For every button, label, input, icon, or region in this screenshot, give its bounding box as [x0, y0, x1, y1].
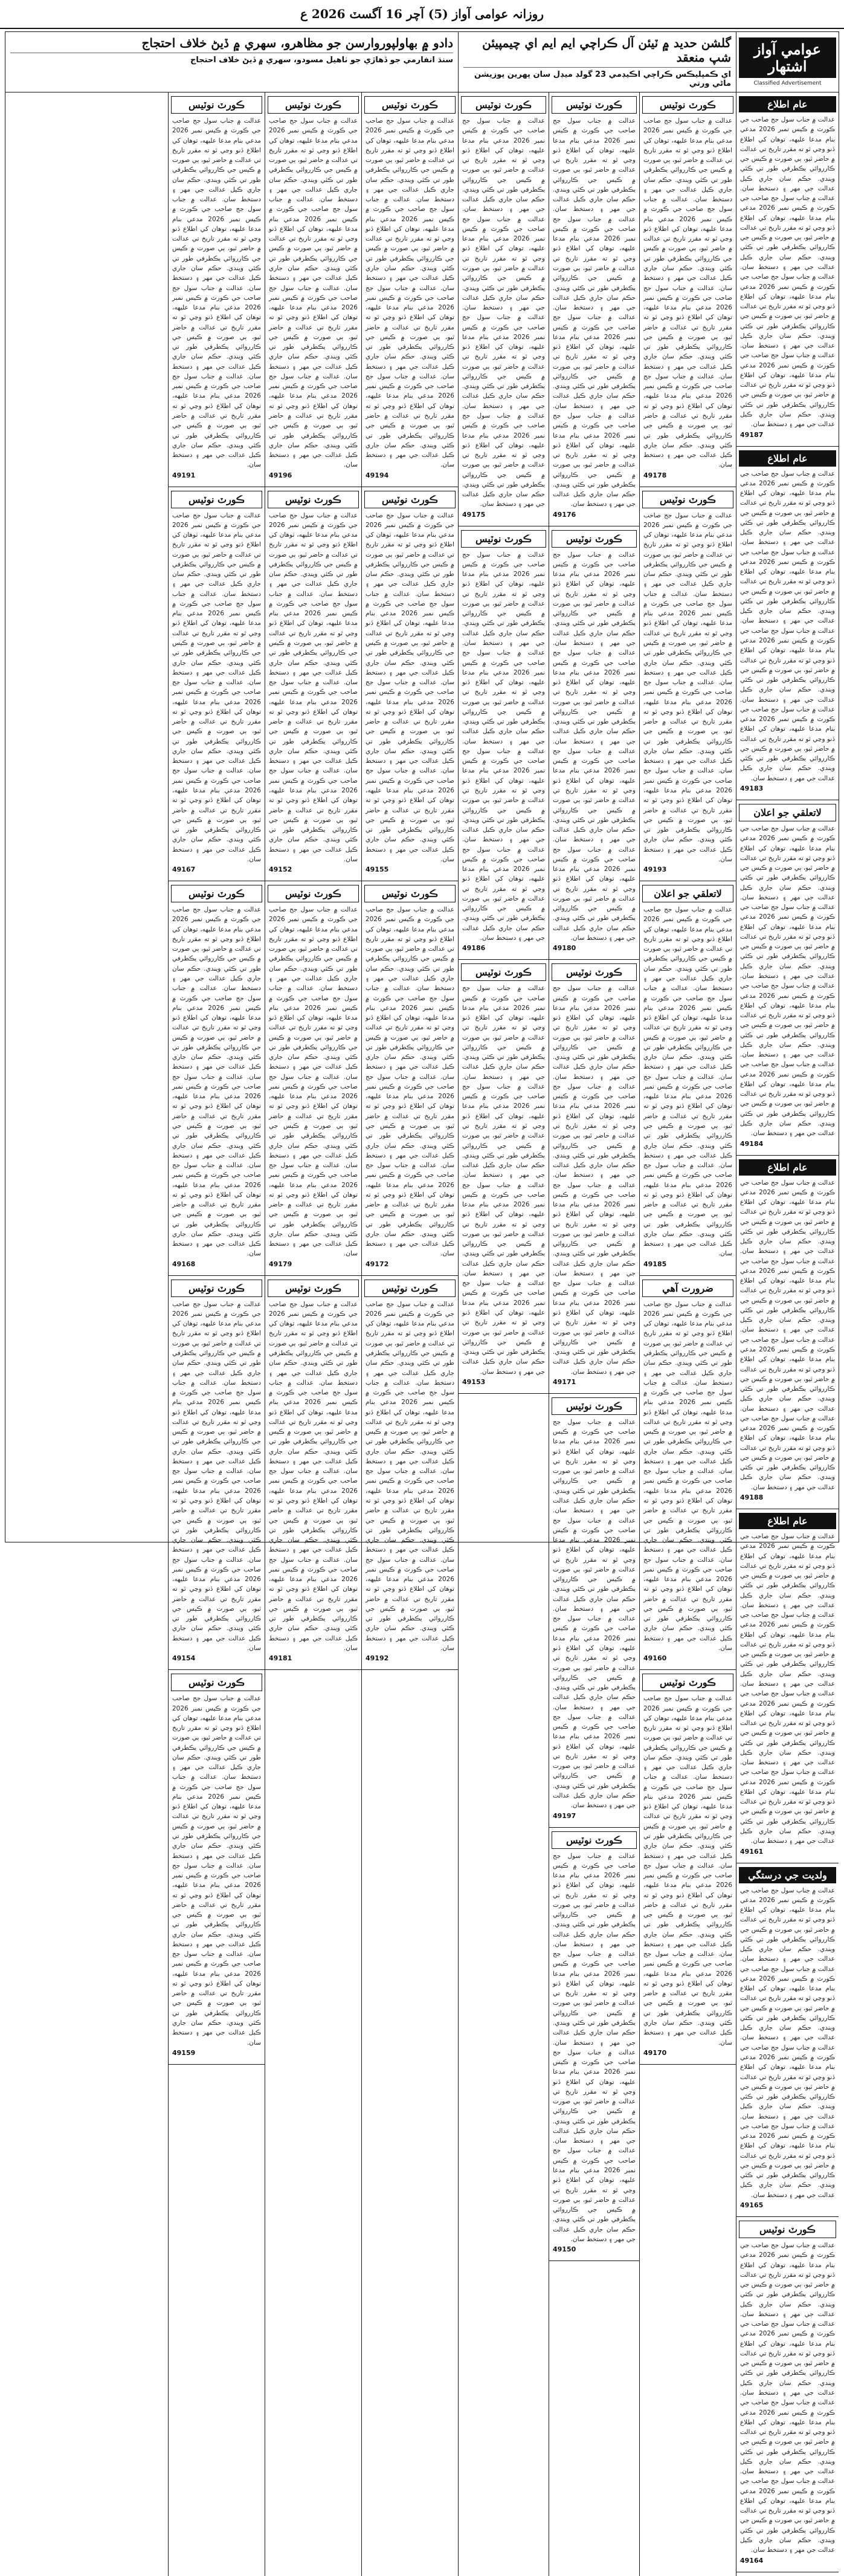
- notice-box: [736, 804, 839, 1156]
- notice-separator: [362, 1669, 458, 1670]
- notice-text: عدالت ۾ جناب سول جج صاحب جي ڪورٽ ۾ ڪيس نمبر 2026 مدعي بنام مدعا عليهه، توهان کي اطلاع ڏنو وڃي ٿو ته مقرر تاريخ تي عدالت ۾ حاضر ٿيو، ٻي صورت ۾ ڪيس جي ڪارروائي يڪطرفي طور تي ڪئي ويندي. حڪم سان جاري ڪيل عدالت جي مهر ۽ دستخط سان. عدالت ۾ جناب سول جج صاحب جي ڪورٽ ۾ ڪيس نمبر 2026 مدعي بنام مدعا عليهه، توهان کي اطلاع ڏنو وڃي ٿو ته مقرر تاريخ تي عدالت ۾ حاضر ٿيو، ٻي صورت ۾ ڪيس جي ڪارروائي يڪطرفي طور تي ڪئي ويندي. حڪم سان جاري ڪيل عدالت جي مهر ۽ دستخط سان. عدالت ۾ جناب سول جج صاحب جي ڪورٽ ۾ ڪيس نمبر 2026 مدعي بنام مدعا عليهه، توهان کي اطلاع ڏنو وڃي ٿو ته مقرر تاريخ تي عدالت ۾ حاضر ٿيو، ٻي صورت ۾ ڪيس جي ڪارروائي يڪطرفي طور تي ڪئي ويندي. حڪم سان جاري ڪيل عدالت جي مهر ۽ دستخط سان. عدالت ۾ جناب سول جج صاحب جي ڪورٽ ۾ ڪيس نمبر 2026 مدعي بنام مدعا عليهه، توهان کي اطلاع ڏنو وڃي ٿو ته مقرر تاريخ تي عدالت ۾ حاضر ٿيو، ٻي صورت ۾ ڪيس جي ڪارروائي يڪطرفي طور تي ڪئي ويندي. حڪم سان جاري ڪيل عدالت جي مهر ۽ دستخط سان.: [462, 117, 546, 508]
- notice-title: ڪورٽ نوٽيس: [642, 1674, 733, 1691]
- notice-text: عدالت ۾ جناب سول جج صاحب جي ڪورٽ ۾ ڪيس نمبر 2026 مدعي بنام مدعا عليهه، توهان کي اطلاع ڏنو وڃي ٿو ته مقرر تاريخ تي عدالت ۾ حاضر ٿيو، ٻي صورت ۾ ڪيس جي ڪارروائي يڪطرفي طور تي ڪئي ويندي. حڪم سان جاري ڪيل عدالت جي مهر ۽ دستخط سان. عدالت ۾ جناب سول جج صاحب جي ڪورٽ ۾ ڪيس نمبر 2026 مدعي بنام مدعا عليهه، توهان کي اطلاع ڏنو وڃي ٿو ته مقرر تاريخ تي عدالت ۾ حاضر ٿيو، ٻي صورت ۾ ڪيس جي ڪارروائي يڪطرفي طور تي ڪئي ويندي. حڪم سان جاري ڪيل عدالت جي مهر ۽ دستخط سان. عدالت ۾ جناب سول جج صاحب جي ڪورٽ ۾ ڪيس نمبر 2026 مدعي بنام مدعا عليهه، توهان کي اطلاع ڏنو وڃي ٿو ته مقرر تاريخ تي عدالت ۾ حاضر ٿيو، ٻي صورت ۾ ڪيس جي ڪارروائي يڪطرفي طور تي ڪئي ويندي. حڪم سان جاري ڪيل عدالت جي مهر ۽ دستخط سان. عدالت ۾ جناب سول جج صاحب جي ڪورٽ ۾ ڪيس نمبر 2026 مدعي بنام مدعا عليهه، توهان کي اطلاع ڏنو وڃي ٿو ته مقرر تاريخ تي عدالت ۾ حاضر ٿيو، ٻي صورت ۾ ڪيس جي ڪارروائي يڪطرفي طور تي ڪئي ويندي. حڪم سان جاري ڪيل عدالت جي مهر ۽ دستخط سان.: [553, 1418, 636, 1810]
- notice-box: [736, 1867, 839, 2218]
- notice-code: 49184: [740, 1139, 764, 1148]
- notice-box: [459, 963, 549, 1394]
- classified-column: [549, 92, 639, 2576]
- notice-text: عدالت ۾ جناب سول جج صاحب جي ڪورٽ ۾ ڪيس نمبر 2026 مدعي بنام مدعا عليهه، توهان کي اطلاع ڏنو وڃي ٿو ته مقرر تاريخ تي عدالت ۾ حاضر ٿيو، ٻي صورت ۾ ڪيس جي ڪارروائي يڪطرفي طور تي ڪئي ويندي. حڪم سان جاري ڪيل عدالت جي مهر ۽ دستخط سان. عدالت ۾ جناب سول جج صاحب جي ڪورٽ ۾ ڪيس نمبر 2026 مدعي بنام مدعا عليهه، توهان کي اطلاع ڏنو وڃي ٿو ته مقرر تاريخ تي عدالت ۾ حاضر ٿيو، ٻي صورت ۾ ڪيس جي ڪارروائي يڪطرفي طور تي ڪئي ويندي. حڪم سان جاري ڪيل عدالت جي مهر ۽ دستخط سان. عدالت ۾ جناب سول جج صاحب جي ڪورٽ ۾ ڪيس نمبر 2026 مدعي بنام مدعا عليهه، توهان کي اطلاع ڏنو وڃي ٿو ته مقرر تاريخ تي عدالت ۾ حاضر ٿيو، ٻي صورت ۾ ڪيس جي ڪارروائي يڪطرفي طور تي ڪئي ويندي. حڪم سان جاري ڪيل عدالت جي مهر ۽ دستخط سان. عدالت ۾ جناب سول جج صاحب جي ڪورٽ ۾ ڪيس نمبر 2026 مدعي بنام مدعا عليهه، توهان کي اطلاع ڏنو وڃي ٿو ته مقرر تاريخ تي عدالت ۾ حاضر ٿيو، ٻي صورت ۾ ڪيس جي ڪارروائي يڪطرفي طور تي ڪئي ويندي. حڪم سان جاري ڪيل عدالت جي مهر ۽ دستخط سان.: [553, 985, 636, 1376]
- notice-code: 49181: [269, 1654, 292, 1663]
- notice-text: عدالت ۾ جناب سول جج صاحب جي ڪورٽ ۾ ڪيس نمبر 2026 مدعي بنام مدعا عليهه، توهان کي اطلاع ڏنو وڃي ٿو ته مقرر تاريخ تي عدالت ۾ حاضر ٿيو، ٻي صورت ۾ ڪيس جي ڪارروائي يڪطرفي طور تي ڪئي ويندي. حڪم سان جاري ڪيل عدالت جي مهر ۽ دستخط سان. عدالت ۾ جناب سول جج صاحب جي ڪورٽ ۾ ڪيس نمبر 2026 مدعي بنام مدعا عليهه، توهان کي اطلاع ڏنو وڃي ٿو ته مقرر تاريخ تي عدالت ۾ حاضر ٿيو، ٻي صورت ۾ ڪيس جي ڪارروائي يڪطرفي طور تي ڪئي ويندي. حڪم سان جاري ڪيل عدالت جي مهر ۽ دستخط سان. عدالت ۾ جناب سول جج صاحب جي ڪورٽ ۾ ڪيس نمبر 2026 مدعي بنام مدعا عليهه، توهان کي اطلاع ڏنو وڃي ٿو ته مقرر تاريخ تي عدالت ۾ حاضر ٿيو، ٻي صورت ۾ ڪيس جي ڪارروائي يڪطرفي طور تي ڪئي ويندي. حڪم سان جاري ڪيل عدالت جي مهر ۽ دستخط سان. عدالت ۾ جناب سول جج صاحب جي ڪورٽ ۾ ڪيس نمبر 2026 مدعي بنام مدعا عليهه، توهان کي اطلاع ڏنو وڃي ٿو ته مقرر تاريخ تي عدالت ۾ حاضر ٿيو، ٻي صورت ۾ ڪيس جي ڪارروائي يڪطرفي طور تي ڪئي ويندي. حڪم سان جاري ڪيل عدالت جي مهر ۽ دستخط سان.: [366, 1300, 454, 1652]
- notice-text: عدالت ۾ جناب سول جج صاحب جي ڪورٽ ۾ ڪيس نمبر 2026 مدعي بنام مدعا عليهه، توهان کي اطلاع ڏنو وڃي ٿو ته مقرر تاريخ تي عدالت ۾ حاضر ٿيو، ٻي صورت ۾ ڪيس جي ڪارروائي يڪطرفي طور تي ڪئي ويندي. حڪم سان جاري ڪيل عدالت جي مهر ۽ دستخط سان. عدالت ۾ جناب سول جج صاحب جي ڪورٽ ۾ ڪيس نمبر 2026 مدعي بنام مدعا عليهه، توهان کي اطلاع ڏنو وڃي ٿو ته مقرر تاريخ تي عدالت ۾ حاضر ٿيو، ٻي صورت ۾ ڪيس جي ڪارروائي يڪطرفي طور تي ڪئي ويندي. حڪم سان جاري ڪيل عدالت جي مهر ۽ دستخط سان. عدالت ۾ جناب سول جج صاحب جي ڪورٽ ۾ ڪيس نمبر 2026 مدعي بنام مدعا عليهه، توهان کي اطلاع ڏنو وڃي ٿو ته مقرر تاريخ تي عدالت ۾ حاضر ٿيو، ٻي صورت ۾ ڪيس جي ڪارروائي يڪطرفي طور تي ڪئي ويندي. حڪم سان جاري ڪيل عدالت جي مهر ۽ دستخط سان. عدالت ۾ جناب سول جج صاحب جي ڪورٽ ۾ ڪيس نمبر 2026 مدعي بنام مدعا عليهه، توهان کي اطلاع ڏنو وڃي ٿو ته مقرر تاريخ تي عدالت ۾ حاضر ٿيو، ٻي صورت ۾ ڪيس جي ڪارروائي يڪطرفي طور تي ڪئي ويندي. حڪم سان جاري ڪيل عدالت جي مهر ۽ دستخط سان.: [172, 906, 261, 1258]
- notice-separator: [549, 1827, 639, 1828]
- notice-title: ولديت جي درستگي: [739, 1867, 836, 1883]
- notice-box: [549, 530, 639, 960]
- notice-box: [549, 963, 639, 1394]
- notice-text: عدالت ۾ جناب سول جج صاحب جي ڪورٽ ۾ ڪيس نمبر 2026 مدعي بنام مدعا عليهه، توهان کي اطلاع ڏنو وڃي ٿو ته مقرر تاريخ تي عدالت ۾ حاضر ٿيو، ٻي صورت ۾ ڪيس جي ڪارروائي يڪطرفي طور تي ڪئي ويندي. حڪم سان جاري ڪيل عدالت جي مهر ۽ دستخط سان. عدالت ۾ جناب سول جج صاحب جي ڪورٽ ۾ ڪيس نمبر 2026 مدعي بنام مدعا عليهه، توهان کي اطلاع ڏنو وڃي ٿو ته مقرر تاريخ تي عدالت ۾ حاضر ٿيو، ٻي صورت ۾ ڪيس جي ڪارروائي يڪطرفي طور تي ڪئي ويندي. حڪم سان جاري ڪيل عدالت جي مهر ۽ دستخط سان. عدالت ۾ جناب سول جج صاحب جي ڪورٽ ۾ ڪيس نمبر 2026 مدعي بنام مدعا عليهه، توهان کي اطلاع ڏنو وڃي ٿو ته مقرر تاريخ تي عدالت ۾ حاضر ٿيو، ٻي صورت ۾ ڪيس جي ڪارروائي يڪطرفي طور تي ڪئي ويندي. حڪم سان جاري ڪيل عدالت جي مهر ۽ دستخط سان. عدالت ۾ جناب سول جج صاحب جي ڪورٽ ۾ ڪيس نمبر 2026 مدعي بنام مدعا عليهه، توهان کي اطلاع ڏنو وڃي ٿو ته مقرر تاريخ تي عدالت ۾ حاضر ٿيو، ٻي صورت ۾ ڪيس جي ڪارروائي يڪطرفي طور تي ڪئي ويندي. حڪم سان جاري ڪيل عدالت جي مهر ۽ دستخط سان.: [740, 470, 835, 782]
- notice-title: لاتعلقي جو اعلان: [642, 885, 733, 902]
- notice-text: عدالت ۾ جناب سول جج صاحب جي ڪورٽ ۾ ڪيس نمبر 2026 مدعي بنام مدعا عليهه، توهان کي اطلاع ڏنو وڃي ٿو ته مقرر تاريخ تي عدالت ۾ حاضر ٿيو، ٻي صورت ۾ ڪيس جي ڪارروائي يڪطرفي طور تي ڪئي ويندي. حڪم سان جاري ڪيل عدالت جي مهر ۽ دستخط سان. عدالت ۾ جناب سول جج صاحب جي ڪورٽ ۾ ڪيس نمبر 2026 مدعي بنام مدعا عليهه، توهان کي اطلاع ڏنو وڃي ٿو ته مقرر تاريخ تي عدالت ۾ حاضر ٿيو، ٻي صورت ۾ ڪيس جي ڪارروائي يڪطرفي طور تي ڪئي ويندي. حڪم سان جاري ڪيل عدالت جي مهر ۽ دستخط سان. عدالت ۾ جناب سول جج صاحب جي ڪورٽ ۾ ڪيس نمبر 2026 مدعي بنام مدعا عليهه، توهان کي اطلاع ڏنو وڃي ٿو ته مقرر تاريخ تي عدالت ۾ حاضر ٿيو، ٻي صورت ۾ ڪيس جي ڪارروائي يڪطرفي طور تي ڪئي ويندي. حڪم سان جاري ڪيل عدالت جي مهر ۽ دستخط سان. عدالت ۾ جناب سول جج صاحب جي ڪورٽ ۾ ڪيس نمبر 2026 مدعي بنام مدعا عليهه، توهان کي اطلاع ڏنو وڃي ٿو ته مقرر تاريخ تي عدالت ۾ حاضر ٿيو، ٻي صورت ۾ ڪيس جي ڪارروائي يڪطرفي طور تي ڪئي ويندي. حڪم سان جاري ڪيل عدالت جي مهر ۽ دستخط سان.: [172, 117, 261, 469]
- notice-separator: [736, 2216, 839, 2217]
- notice-separator: [640, 1669, 736, 1670]
- headline-2: گلشن حديد ۾ ٽيئن آل ڪراچي ايم ايم اي چيمپيئن شپ منعقد: [463, 36, 731, 68]
- notice-title: ڪورٽ نوٽيس: [171, 96, 262, 114]
- notice-box: [169, 1674, 265, 2065]
- notice-text: عدالت ۾ جناب سول جج صاحب جي ڪورٽ ۾ ڪيس نمبر 2026 مدعي بنام مدعا عليهه، توهان کي اطلاع ڏنو وڃي ٿو ته مقرر تاريخ تي عدالت ۾ حاضر ٿيو، ٻي صورت ۾ ڪيس جي ڪارروائي يڪطرفي طور تي ڪئي ويندي. حڪم سان جاري ڪيل عدالت جي مهر ۽ دستخط سان. عدالت ۾ جناب سول جج صاحب جي ڪورٽ ۾ ڪيس نمبر 2026 مدعي بنام مدعا عليهه، توهان کي اطلاع ڏنو وڃي ٿو ته مقرر تاريخ تي عدالت ۾ حاضر ٿيو، ٻي صورت ۾ ڪيس جي ڪارروائي يڪطرفي طور تي ڪئي ويندي. حڪم سان جاري ڪيل عدالت جي مهر ۽ دستخط سان. عدالت ۾ جناب سول جج صاحب جي ڪورٽ ۾ ڪيس نمبر 2026 مدعي بنام مدعا عليهه، توهان کي اطلاع ڏنو وڃي ٿو ته مقرر تاريخ تي عدالت ۾ حاضر ٿيو، ٻي صورت ۾ ڪيس جي ڪارروائي يڪطرفي طور تي ڪئي ويندي. حڪم سان جاري ڪيل عدالت جي مهر ۽ دستخط سان. عدالت ۾ جناب سول جج صاحب جي ڪورٽ ۾ ڪيس نمبر 2026 مدعي بنام مدعا عليهه، توهان کي اطلاع ڏنو وڃي ٿو ته مقرر تاريخ تي عدالت ۾ حاضر ٿيو، ٻي صورت ۾ ڪيس جي ڪارروائي يڪطرفي طور تي ڪئي ويندي. حڪم سان جاري ڪيل عدالت جي مهر ۽ دستخط سان.: [269, 117, 358, 469]
- notice-text: عدالت ۾ جناب سول جج صاحب جي ڪورٽ ۾ ڪيس نمبر 2026 مدعي بنام مدعا عليهه، توهان کي اطلاع ڏنو وڃي ٿو ته مقرر تاريخ تي عدالت ۾ حاضر ٿيو، ٻي صورت ۾ ڪيس جي ڪارروائي يڪطرفي طور تي ڪئي ويندي. حڪم سان جاري ڪيل عدالت جي مهر ۽ دستخط سان. عدالت ۾ جناب سول جج صاحب جي ڪورٽ ۾ ڪيس نمبر 2026 مدعي بنام مدعا عليهه، توهان کي اطلاع ڏنو وڃي ٿو ته مقرر تاريخ تي عدالت ۾ حاضر ٿيو، ٻي صورت ۾ ڪيس جي ڪارروائي يڪطرفي طور تي ڪئي ويندي. حڪم سان جاري ڪيل عدالت جي مهر ۽ دستخط سان. عدالت ۾ جناب سول جج صاحب جي ڪورٽ ۾ ڪيس نمبر 2026 مدعي بنام مدعا عليهه، توهان کي اطلاع ڏنو وڃي ٿو ته مقرر تاريخ تي عدالت ۾ حاضر ٿيو، ٻي صورت ۾ ڪيس جي ڪارروائي يڪطرفي طور تي ڪئي ويندي. حڪم سان جاري ڪيل عدالت جي مهر ۽ دستخط سان. عدالت ۾ جناب سول جج صاحب جي ڪورٽ ۾ ڪيس نمبر 2026 مدعي بنام مدعا عليهه، توهان کي اطلاع ڏنو وڃي ٿو ته مقرر تاريخ تي عدالت ۾ حاضر ٿيو، ٻي صورت ۾ ڪيس جي ڪارروائي يڪطرفي طور تي ڪئي ويندي. حڪم سان جاري ڪيل عدالت جي مهر ۽ دستخط سان.: [269, 1300, 358, 1652]
- notice-separator: [265, 1669, 361, 1670]
- notice-code: 49186: [462, 944, 486, 953]
- top-notice-area: [458, 32, 736, 92]
- notice-code: 49193: [643, 866, 667, 874]
- notice-title: ضرورت آهي: [642, 1280, 733, 1297]
- notice-title: ڪورٽ نوٽيس: [552, 1831, 637, 1849]
- notice-code: 49179: [269, 1260, 292, 1268]
- notice-text: عدالت ۾ جناب سول جج صاحب جي ڪورٽ ۾ ڪيس نمبر 2026 مدعي بنام مدعا عليهه، توهان کي اطلاع ڏنو وڃي ٿو ته مقرر تاريخ تي عدالت ۾ حاضر ٿيو، ٻي صورت ۾ ڪيس جي ڪارروائي يڪطرفي طور تي ڪئي ويندي. حڪم سان جاري ڪيل عدالت جي مهر ۽ دستخط سان. عدالت ۾ جناب سول جج صاحب جي ڪورٽ ۾ ڪيس نمبر 2026 مدعي بنام مدعا عليهه، توهان کي اطلاع ڏنو وڃي ٿو ته مقرر تاريخ تي عدالت ۾ حاضر ٿيو، ٻي صورت ۾ ڪيس جي ڪارروائي يڪطرفي طور تي ڪئي ويندي. حڪم سان جاري ڪيل عدالت جي مهر ۽ دستخط سان. عدالت ۾ جناب سول جج صاحب جي ڪورٽ ۾ ڪيس نمبر 2026 مدعي بنام مدعا عليهه، توهان کي اطلاع ڏنو وڃي ٿو ته مقرر تاريخ تي عدالت ۾ حاضر ٿيو، ٻي صورت ۾ ڪيس جي ڪارروائي يڪطرفي طور تي ڪئي ويندي. حڪم سان جاري ڪيل عدالت جي مهر ۽ دستخط سان. عدالت ۾ جناب سول جج صاحب جي ڪورٽ ۾ ڪيس نمبر 2026 مدعي بنام مدعا عليهه، توهان کي اطلاع ڏنو وڃي ٿو ته مقرر تاريخ تي عدالت ۾ حاضر ٿيو، ٻي صورت ۾ ڪيس جي ڪارروائي يڪطرفي طور تي ڪئي ويندي. حڪم سان جاري ڪيل عدالت جي مهر ۽ دستخط سان.: [740, 116, 835, 429]
- notice-title: ڪورٽ نوٽيس: [552, 1397, 637, 1415]
- notice-code: 49176: [553, 510, 576, 519]
- notice-text: عدالت ۾ جناب سول جج صاحب جي ڪورٽ ۾ ڪيس نمبر 2026 مدعي بنام مدعا عليهه، توهان کي اطلاع ڏنو وڃي ٿو ته مقرر تاريخ تي عدالت ۾ حاضر ٿيو، ٻي صورت ۾ ڪيس جي ڪارروائي يڪطرفي طور تي ڪئي ويندي. حڪم سان جاري ڪيل عدالت جي مهر ۽ دستخط سان. عدالت ۾ جناب سول جج صاحب جي ڪورٽ ۾ ڪيس نمبر 2026 مدعي بنام مدعا عليهه، توهان کي اطلاع ڏنو وڃي ٿو ته مقرر تاريخ تي عدالت ۾ حاضر ٿيو، ٻي صورت ۾ ڪيس جي ڪارروائي يڪطرفي طور تي ڪئي ويندي. حڪم سان جاري ڪيل عدالت جي مهر ۽ دستخط سان. عدالت ۾ جناب سول جج صاحب جي ڪورٽ ۾ ڪيس نمبر 2026 مدعي بنام مدعا عليهه، توهان کي اطلاع ڏنو وڃي ٿو ته مقرر تاريخ تي عدالت ۾ حاضر ٿيو، ٻي صورت ۾ ڪيس جي ڪارروائي يڪطرفي طور تي ڪئي ويندي. حڪم سان جاري ڪيل عدالت جي مهر ۽ دستخط سان. عدالت ۾ جناب سول جج صاحب جي ڪورٽ ۾ ڪيس نمبر 2026 مدعي بنام مدعا عليهه، توهان کي اطلاع ڏنو وڃي ٿو ته مقرر تاريخ تي عدالت ۾ حاضر ٿيو، ٻي صورت ۾ ڪيس جي ڪارروائي يڪطرفي طور تي ڪئي ويندي. حڪم سان جاري ڪيل عدالت جي مهر ۽ دستخط سان.: [643, 1695, 732, 2047]
- notice-separator: [169, 2064, 265, 2065]
- notice-title: ڪورٽ نوٽيس: [739, 2221, 836, 2238]
- notice-title: عام اطلاع: [739, 450, 836, 467]
- notice-title: لاتعلقي جو اعلان: [739, 804, 836, 821]
- notice-code: 49192: [366, 1654, 389, 1663]
- notice-code: 49170: [643, 2048, 667, 2057]
- notice-box: [362, 96, 458, 487]
- notice-text: عدالت ۾ جناب سول جج صاحب جي ڪورٽ ۾ ڪيس نمبر 2026 مدعي بنام مدعا عليهه، توهان کي اطلاع ڏنو وڃي ٿو ته مقرر تاريخ تي عدالت ۾ حاضر ٿيو، ٻي صورت ۾ ڪيس جي ڪارروائي يڪطرفي طور تي ڪئي ويندي. حڪم سان جاري ڪيل عدالت جي مهر ۽ دستخط سان. عدالت ۾ جناب سول جج صاحب جي ڪورٽ ۾ ڪيس نمبر 2026 مدعي بنام مدعا عليهه، توهان کي اطلاع ڏنو وڃي ٿو ته مقرر تاريخ تي عدالت ۾ حاضر ٿيو، ٻي صورت ۾ ڪيس جي ڪارروائي يڪطرفي طور تي ڪئي ويندي. حڪم سان جاري ڪيل عدالت جي مهر ۽ دستخط سان. عدالت ۾ جناب سول جج صاحب جي ڪورٽ ۾ ڪيس نمبر 2026 مدعي بنام مدعا عليهه، توهان کي اطلاع ڏنو وڃي ٿو ته مقرر تاريخ تي عدالت ۾ حاضر ٿيو، ٻي صورت ۾ ڪيس جي ڪارروائي يڪطرفي طور تي ڪئي ويندي. حڪم سان جاري ڪيل عدالت جي مهر ۽ دستخط سان. عدالت ۾ جناب سول جج صاحب جي ڪورٽ ۾ ڪيس نمبر 2026 مدعي بنام مدعا عليهه، توهان کي اطلاع ڏنو وڃي ٿو ته مقرر تاريخ تي عدالت ۾ حاضر ٿيو، ٻي صورت ۾ ڪيس جي ڪارروائي يڪطرفي طور تي ڪئي ويندي. حڪم سان جاري ڪيل عدالت جي مهر ۽ دستخط سان.: [172, 511, 261, 863]
- notice-title: ڪورٽ نوٽيس: [642, 96, 733, 114]
- notice-separator: [459, 1393, 549, 1394]
- notice-title: ڪورٽ نوٽيس: [461, 96, 546, 114]
- notice-title: عام اطلاع: [739, 1159, 836, 1176]
- notice-box: [640, 885, 736, 1276]
- notice-box: [169, 885, 265, 1276]
- notice-box: [265, 491, 361, 882]
- brand-name: عوامي آواز: [753, 40, 822, 58]
- notice-code: 49172: [366, 1260, 389, 1268]
- notice-title: ڪورٽ نوٽيس: [364, 491, 456, 508]
- notice-box: [169, 491, 265, 882]
- notice-separator: [169, 1669, 265, 1670]
- notice-title: عام اطلاع: [739, 1513, 836, 1529]
- notice-separator: [736, 446, 839, 447]
- notice-text: عدالت ۾ جناب سول جج صاحب جي ڪورٽ ۾ ڪيس نمبر 2026 مدعي بنام مدعا عليهه، توهان کي اطلاع ڏنو وڃي ٿو ته مقرر تاريخ تي عدالت ۾ حاضر ٿيو، ٻي صورت ۾ ڪيس جي ڪارروائي يڪطرفي طور تي ڪئي ويندي. حڪم سان جاري ڪيل عدالت جي مهر ۽ دستخط سان. عدالت ۾ جناب سول جج صاحب جي ڪورٽ ۾ ڪيس نمبر 2026 مدعي بنام مدعا عليهه، توهان کي اطلاع ڏنو وڃي ٿو ته مقرر تاريخ تي عدالت ۾ حاضر ٿيو، ٻي صورت ۾ ڪيس جي ڪارروائي يڪطرفي طور تي ڪئي ويندي. حڪم سان جاري ڪيل عدالت جي مهر ۽ دستخط سان. عدالت ۾ جناب سول جج صاحب جي ڪورٽ ۾ ڪيس نمبر 2026 مدعي بنام مدعا عليهه، توهان کي اطلاع ڏنو وڃي ٿو ته مقرر تاريخ تي عدالت ۾ حاضر ٿيو، ٻي صورت ۾ ڪيس جي ڪارروائي يڪطرفي طور تي ڪئي ويندي. حڪم سان جاري ڪيل عدالت جي مهر ۽ دستخط سان. عدالت ۾ جناب سول جج صاحب جي ڪورٽ ۾ ڪيس نمبر 2026 مدعي بنام مدعا عليهه، توهان کي اطلاع ڏنو وڃي ٿو ته مقرر تاريخ تي عدالت ۾ حاضر ٿيو، ٻي صورت ۾ ڪيس جي ڪارروائي يڪطرفي طور تي ڪئي ويندي. حڪم سان جاري ڪيل عدالت جي مهر ۽ دستخط سان.: [366, 511, 454, 863]
- notice-code: 49168: [172, 1260, 196, 1268]
- notice-title: ڪورٽ نوٽيس: [364, 885, 456, 902]
- brand-logo: [739, 37, 836, 78]
- notice-box: [459, 96, 549, 526]
- notice-title: ڪورٽ نوٽيس: [171, 1674, 262, 1691]
- notice-code: 49197: [553, 1811, 576, 1820]
- notice-code: 49165: [740, 2201, 764, 2209]
- notice-text: عدالت ۾ جناب سول جج صاحب جي ڪورٽ ۾ ڪيس نمبر 2026 مدعي بنام مدعا عليهه، توهان کي اطلاع ڏنو وڃي ٿو ته مقرر تاريخ تي عدالت ۾ حاضر ٿيو، ٻي صورت ۾ ڪيس جي ڪارروائي يڪطرفي طور تي ڪئي ويندي. حڪم سان جاري ڪيل عدالت جي مهر ۽ دستخط سان. عدالت ۾ جناب سول جج صاحب جي ڪورٽ ۾ ڪيس نمبر 2026 مدعي بنام مدعا عليهه، توهان کي اطلاع ڏنو وڃي ٿو ته مقرر تاريخ تي عدالت ۾ حاضر ٿيو، ٻي صورت ۾ ڪيس جي ڪارروائي يڪطرفي طور تي ڪئي ويندي. حڪم سان جاري ڪيل عدالت جي مهر ۽ دستخط سان. عدالت ۾ جناب سول جج صاحب جي ڪورٽ ۾ ڪيس نمبر 2026 مدعي بنام مدعا عليهه، توهان کي اطلاع ڏنو وڃي ٿو ته مقرر تاريخ تي عدالت ۾ حاضر ٿيو، ٻي صورت ۾ ڪيس جي ڪارروائي يڪطرفي طور تي ڪئي ويندي. حڪم سان جاري ڪيل عدالت جي مهر ۽ دستخط سان. عدالت ۾ جناب سول جج صاحب جي ڪورٽ ۾ ڪيس نمبر 2026 مدعي بنام مدعا عليهه، توهان کي اطلاع ڏنو وڃي ٿو ته مقرر تاريخ تي عدالت ۾ حاضر ٿيو، ٻي صورت ۾ ڪيس جي ڪارروائي يڪطرفي طور تي ڪئي ويندي. حڪم سان جاري ڪيل عدالت جي مهر ۽ دستخط سان.: [172, 1300, 261, 1652]
- notice-text: عدالت ۾ جناب سول جج صاحب جي ڪورٽ ۾ ڪيس نمبر 2026 مدعي بنام مدعا عليهه، توهان کي اطلاع ڏنو وڃي ٿو ته مقرر تاريخ تي عدالت ۾ حاضر ٿيو، ٻي صورت ۾ ڪيس جي ڪارروائي يڪطرفي طور تي ڪئي ويندي. حڪم سان جاري ڪيل عدالت جي مهر ۽ دستخط سان. عدالت ۾ جناب سول جج صاحب جي ڪورٽ ۾ ڪيس نمبر 2026 مدعي بنام مدعا عليهه، توهان کي اطلاع ڏنو وڃي ٿو ته مقرر تاريخ تي عدالت ۾ حاضر ٿيو، ٻي صورت ۾ ڪيس جي ڪارروائي يڪطرفي طور تي ڪئي ويندي. حڪم سان جاري ڪيل عدالت جي مهر ۽ دستخط سان. عدالت ۾ جناب سول جج صاحب جي ڪورٽ ۾ ڪيس نمبر 2026 مدعي بنام مدعا عليهه، توهان کي اطلاع ڏنو وڃي ٿو ته مقرر تاريخ تي عدالت ۾ حاضر ٿيو، ٻي صورت ۾ ڪيس جي ڪارروائي يڪطرفي طور تي ڪئي ويندي. حڪم سان جاري ڪيل عدالت جي مهر ۽ دستخط سان. عدالت ۾ جناب سول جج صاحب جي ڪورٽ ۾ ڪيس نمبر 2026 مدعي بنام مدعا عليهه، توهان کي اطلاع ڏنو وڃي ٿو ته مقرر تاريخ تي عدالت ۾ حاضر ٿيو، ٻي صورت ۾ ڪيس جي ڪارروائي يڪطرفي طور تي ڪئي ويندي. حڪم سان جاري ڪيل عدالت جي مهر ۽ دستخط سان.: [643, 906, 732, 1258]
- notice-code: 49155: [366, 866, 389, 874]
- notice-box: [736, 1159, 839, 1510]
- notice-title: ڪورٽ نوٽيس: [171, 1280, 262, 1297]
- notice-text: عدالت ۾ جناب سول جج صاحب جي ڪورٽ ۾ ڪيس نمبر 2026 مدعي بنام مدعا عليهه، توهان کي اطلاع ڏنو وڃي ٿو ته مقرر تاريخ تي عدالت ۾ حاضر ٿيو، ٻي صورت ۾ ڪيس جي ڪارروائي يڪطرفي طور تي ڪئي ويندي. حڪم سان جاري ڪيل عدالت جي مهر ۽ دستخط سان. عدالت ۾ جناب سول جج صاحب جي ڪورٽ ۾ ڪيس نمبر 2026 مدعي بنام مدعا عليهه، توهان کي اطلاع ڏنو وڃي ٿو ته مقرر تاريخ تي عدالت ۾ حاضر ٿيو، ٻي صورت ۾ ڪيس جي ڪارروائي يڪطرفي طور تي ڪئي ويندي. حڪم سان جاري ڪيل عدالت جي مهر ۽ دستخط سان. عدالت ۾ جناب سول جج صاحب جي ڪورٽ ۾ ڪيس نمبر 2026 مدعي بنام مدعا عليهه، توهان کي اطلاع ڏنو وڃي ٿو ته مقرر تاريخ تي عدالت ۾ حاضر ٿيو، ٻي صورت ۾ ڪيس جي ڪارروائي يڪطرفي طور تي ڪئي ويندي. حڪم سان جاري ڪيل عدالت جي مهر ۽ دستخط سان. عدالت ۾ جناب سول جج صاحب جي ڪورٽ ۾ ڪيس نمبر 2026 مدعي بنام مدعا عليهه، توهان کي اطلاع ڏنو وڃي ٿو ته مقرر تاريخ تي عدالت ۾ حاضر ٿيو، ٻي صورت ۾ ڪيس جي ڪارروائي يڪطرفي طور تي ڪئي ويندي. حڪم سان جاري ڪيل عدالت جي مهر ۽ دستخط سان.: [172, 1695, 261, 2047]
- notice-title: ڪورٽ نوٽيس: [461, 530, 546, 548]
- notice-separator: [736, 1155, 839, 1156]
- notice-code: 49152: [269, 866, 292, 874]
- notice-code: 49153: [462, 1377, 486, 1386]
- notice-title: عام اطلاع: [739, 96, 836, 112]
- notice-title: ڪورٽ نوٽيس: [552, 96, 637, 114]
- notice-text: عدالت ۾ جناب سول جج صاحب جي ڪورٽ ۾ ڪيس نمبر 2026 مدعي بنام مدعا عليهه، توهان کي اطلاع ڏنو وڃي ٿو ته مقرر تاريخ تي عدالت ۾ حاضر ٿيو، ٻي صورت ۾ ڪيس جي ڪارروائي يڪطرفي طور تي ڪئي ويندي. حڪم سان جاري ڪيل عدالت جي مهر ۽ دستخط سان. عدالت ۾ جناب سول جج صاحب جي ڪورٽ ۾ ڪيس نمبر 2026 مدعي بنام مدعا عليهه، توهان کي اطلاع ڏنو وڃي ٿو ته مقرر تاريخ تي عدالت ۾ حاضر ٿيو، ٻي صورت ۾ ڪيس جي ڪارروائي يڪطرفي طور تي ڪئي ويندي. حڪم سان جاري ڪيل عدالت جي مهر ۽ دستخط سان. عدالت ۾ جناب سول جج صاحب جي ڪورٽ ۾ ڪيس نمبر 2026 مدعي بنام مدعا عليهه، توهان کي اطلاع ڏنو وڃي ٿو ته مقرر تاريخ تي عدالت ۾ حاضر ٿيو، ٻي صورت ۾ ڪيس جي ڪارروائي يڪطرفي طور تي ڪئي ويندي. حڪم سان جاري ڪيل عدالت جي مهر ۽ دستخط سان. عدالت ۾ جناب سول جج صاحب جي ڪورٽ ۾ ڪيس نمبر 2026 مدعي بنام مدعا عليهه، توهان کي اطلاع ڏنو وڃي ٿو ته مقرر تاريخ تي عدالت ۾ حاضر ٿيو، ٻي صورت ۾ ڪيس جي ڪارروائي يڪطرفي طور تي ڪئي ويندي. حڪم سان جاري ڪيل عدالت جي مهر ۽ دستخط سان.: [643, 117, 732, 469]
- notice-code: 49196: [269, 471, 292, 479]
- notice-code: 49185: [643, 1260, 667, 1268]
- notice-box: [640, 1674, 736, 2065]
- notice-separator: [640, 1275, 736, 1276]
- notice-box: [169, 96, 265, 487]
- headline-2-sub: اي ڪمپليڪس ڪراچي اڪيڊمي 23 گولڊ ميڊل سان پهرين پوزيشن ماڻي ورتي: [474, 70, 731, 88]
- notice-text: عدالت ۾ جناب سول جج صاحب جي ڪورٽ ۾ ڪيس نمبر 2026 مدعي بنام مدعا عليهه، توهان کي اطلاع ڏنو وڃي ٿو ته مقرر تاريخ تي عدالت ۾ حاضر ٿيو، ٻي صورت ۾ ڪيس جي ڪارروائي يڪطرفي طور تي ڪئي ويندي. حڪم سان جاري ڪيل عدالت جي مهر ۽ دستخط سان. عدالت ۾ جناب سول جج صاحب جي ڪورٽ ۾ ڪيس نمبر 2026 مدعي بنام مدعا عليهه، توهان کي اطلاع ڏنو وڃي ٿو ته مقرر تاريخ تي عدالت ۾ حاضر ٿيو، ٻي صورت ۾ ڪيس جي ڪارروائي يڪطرفي طور تي ڪئي ويندي. حڪم سان جاري ڪيل عدالت جي مهر ۽ دستخط سان. عدالت ۾ جناب سول جج صاحب جي ڪورٽ ۾ ڪيس نمبر 2026 مدعي بنام مدعا عليهه، توهان کي اطلاع ڏنو وڃي ٿو ته مقرر تاريخ تي عدالت ۾ حاضر ٿيو، ٻي صورت ۾ ڪيس جي ڪارروائي يڪطرفي طور تي ڪئي ويندي. حڪم سان جاري ڪيل عدالت جي مهر ۽ دستخط سان. عدالت ۾ جناب سول جج صاحب جي ڪورٽ ۾ ڪيس نمبر 2026 مدعي بنام مدعا عليهه، توهان کي اطلاع ڏنو وڃي ٿو ته مقرر تاريخ تي عدالت ۾ حاضر ٿيو، ٻي صورت ۾ ڪيس جي ڪارروائي يڪطرفي طور تي ڪئي ويندي. حڪم سان جاري ڪيل عدالت جي مهر ۽ دستخط سان.: [740, 1886, 835, 2199]
- notice-text: عدالت ۾ جناب سول جج صاحب جي ڪورٽ ۾ ڪيس نمبر 2026 مدعي بنام مدعا عليهه، توهان کي اطلاع ڏنو وڃي ٿو ته مقرر تاريخ تي عدالت ۾ حاضر ٿيو، ٻي صورت ۾ ڪيس جي ڪارروائي يڪطرفي طور تي ڪئي ويندي. حڪم سان جاري ڪيل عدالت جي مهر ۽ دستخط سان. عدالت ۾ جناب سول جج صاحب جي ڪورٽ ۾ ڪيس نمبر 2026 مدعي بنام مدعا عليهه، توهان کي اطلاع ڏنو وڃي ٿو ته مقرر تاريخ تي عدالت ۾ حاضر ٿيو، ٻي صورت ۾ ڪيس جي ڪارروائي يڪطرفي طور تي ڪئي ويندي. حڪم سان جاري ڪيل عدالت جي مهر ۽ دستخط سان. عدالت ۾ جناب سول جج صاحب جي ڪورٽ ۾ ڪيس نمبر 2026 مدعي بنام مدعا عليهه، توهان کي اطلاع ڏنو وڃي ٿو ته مقرر تاريخ تي عدالت ۾ حاضر ٿيو، ٻي صورت ۾ ڪيس جي ڪارروائي يڪطرفي طور تي ڪئي ويندي. حڪم سان جاري ڪيل عدالت جي مهر ۽ دستخط سان. عدالت ۾ جناب سول جج صاحب جي ڪورٽ ۾ ڪيس نمبر 2026 مدعي بنام مدعا عليهه، توهان کي اطلاع ڏنو وڃي ٿو ته مقرر تاريخ تي عدالت ۾ حاضر ٿيو، ٻي صورت ۾ ڪيس جي ڪارروائي يڪطرفي طور تي ڪئي ويندي. حڪم سان جاري ڪيل عدالت جي مهر ۽ دستخط سان.: [740, 1533, 835, 1845]
- headline-area-2: [459, 32, 736, 92]
- notice-text: عدالت ۾ جناب سول جج صاحب جي ڪورٽ ۾ ڪيس نمبر 2026 مدعي بنام مدعا عليهه، توهان کي اطلاع ڏنو وڃي ٿو ته مقرر تاريخ تي عدالت ۾ حاضر ٿيو، ٻي صورت ۾ ڪيس جي ڪارروائي يڪطرفي طور تي ڪئي ويندي. حڪم سان جاري ڪيل عدالت جي مهر ۽ دستخط سان. عدالت ۾ جناب سول جج صاحب جي ڪورٽ ۾ ڪيس نمبر 2026 مدعي بنام مدعا عليهه، توهان کي اطلاع ڏنو وڃي ٿو ته مقرر تاريخ تي عدالت ۾ حاضر ٿيو، ٻي صورت ۾ ڪيس جي ڪارروائي يڪطرفي طور تي ڪئي ويندي. حڪم سان جاري ڪيل عدالت جي مهر ۽ دستخط سان. عدالت ۾ جناب سول جج صاحب جي ڪورٽ ۾ ڪيس نمبر 2026 مدعي بنام مدعا عليهه، توهان کي اطلاع ڏنو وڃي ٿو ته مقرر تاريخ تي عدالت ۾ حاضر ٿيو، ٻي صورت ۾ ڪيس جي ڪارروائي يڪطرفي طور تي ڪئي ويندي. حڪم سان جاري ڪيل عدالت جي مهر ۽ دستخط سان. عدالت ۾ جناب سول جج صاحب جي ڪورٽ ۾ ڪيس نمبر 2026 مدعي بنام مدعا عليهه، توهان کي اطلاع ڏنو وڃي ٿو ته مقرر تاريخ تي عدالت ۾ حاضر ٿيو، ٻي صورت ۾ ڪيس جي ڪارروائي يڪطرفي طور تي ڪئي ويندي. حڪم سان جاري ڪيل عدالت جي مهر ۽ دستخط سان.: [462, 551, 546, 942]
- notice-text: عدالت ۾ جناب سول جج صاحب جي ڪورٽ ۾ ڪيس نمبر 2026 مدعي بنام مدعا عليهه، توهان کي اطلاع ڏنو وڃي ٿو ته مقرر تاريخ تي عدالت ۾ حاضر ٿيو، ٻي صورت ۾ ڪيس جي ڪارروائي يڪطرفي طور تي ڪئي ويندي. حڪم سان جاري ڪيل عدالت جي مهر ۽ دستخط سان. عدالت ۾ جناب سول جج صاحب جي ڪورٽ ۾ ڪيس نمبر 2026 مدعي بنام مدعا عليهه، توهان کي اطلاع ڏنو وڃي ٿو ته مقرر تاريخ تي عدالت ۾ حاضر ٿيو، ٻي صورت ۾ ڪيس جي ڪارروائي يڪطرفي طور تي ڪئي ويندي. حڪم سان جاري ڪيل عدالت جي مهر ۽ دستخط سان. عدالت ۾ جناب سول جج صاحب جي ڪورٽ ۾ ڪيس نمبر 2026 مدعي بنام مدعا عليهه، توهان کي اطلاع ڏنو وڃي ٿو ته مقرر تاريخ تي عدالت ۾ حاضر ٿيو، ٻي صورت ۾ ڪيس جي ڪارروائي يڪطرفي طور تي ڪئي ويندي. حڪم سان جاري ڪيل عدالت جي مهر ۽ دستخط سان. عدالت ۾ جناب سول جج صاحب جي ڪورٽ ۾ ڪيس نمبر 2026 مدعي بنام مدعا عليهه، توهان کي اطلاع ڏنو وڃي ٿو ته مقرر تاريخ تي عدالت ۾ حاضر ٿيو، ٻي صورت ۾ ڪيس جي ڪارروائي يڪطرفي طور تي ڪئي ويندي. حڪم سان جاري ڪيل عدالت جي مهر ۽ دستخط سان.: [366, 906, 454, 1258]
- classified-column: [736, 92, 839, 2576]
- notice-text: عدالت ۾ جناب سول جج صاحب جي ڪورٽ ۾ ڪيس نمبر 2026 مدعي بنام مدعا عليهه، توهان کي اطلاع ڏنو وڃي ٿو ته مقرر تاريخ تي عدالت ۾ حاضر ٿيو، ٻي صورت ۾ ڪيس جي ڪارروائي يڪطرفي طور تي ڪئي ويندي. حڪم سان جاري ڪيل عدالت جي مهر ۽ دستخط سان. عدالت ۾ جناب سول جج صاحب جي ڪورٽ ۾ ڪيس نمبر 2026 مدعي بنام مدعا عليهه، توهان کي اطلاع ڏنو وڃي ٿو ته مقرر تاريخ تي عدالت ۾ حاضر ٿيو، ٻي صورت ۾ ڪيس جي ڪارروائي يڪطرفي طور تي ڪئي ويندي. حڪم سان جاري ڪيل عدالت جي مهر ۽ دستخط سان. عدالت ۾ جناب سول جج صاحب جي ڪورٽ ۾ ڪيس نمبر 2026 مدعي بنام مدعا عليهه، توهان کي اطلاع ڏنو وڃي ٿو ته مقرر تاريخ تي عدالت ۾ حاضر ٿيو، ٻي صورت ۾ ڪيس جي ڪارروائي يڪطرفي طور تي ڪئي ويندي. حڪم سان جاري ڪيل عدالت جي مهر ۽ دستخط سان. عدالت ۾ جناب سول جج صاحب جي ڪورٽ ۾ ڪيس نمبر 2026 مدعي بنام مدعا عليهه، توهان کي اطلاع ڏنو وڃي ٿو ته مقرر تاريخ تي عدالت ۾ حاضر ٿيو، ٻي صورت ۾ ڪيس جي ڪارروائي يڪطرفي طور تي ڪئي ويندي. حڪم سان جاري ڪيل عدالت جي مهر ۽ دستخط سان.: [462, 985, 546, 1376]
- brand-tag: Classified Advertisement: [753, 80, 822, 87]
- notice-box: [640, 1280, 736, 1671]
- notice-box: [265, 1280, 361, 1671]
- notice-code: 49178: [643, 471, 667, 479]
- notice-title: ڪورٽ نوٽيس: [461, 963, 546, 981]
- notice-separator: [265, 1275, 361, 1276]
- notice-box: [362, 491, 458, 882]
- notice-separator: [549, 1393, 639, 1394]
- notice-title: ڪورٽ نوٽيس: [364, 1280, 456, 1297]
- headline-area: [5, 32, 458, 92]
- notice-text: عدالت ۾ جناب سول جج صاحب جي ڪورٽ ۾ ڪيس نمبر 2026 مدعي بنام مدعا عليهه، توهان کي اطلاع ڏنو وڃي ٿو ته مقرر تاريخ تي عدالت ۾ حاضر ٿيو، ٻي صورت ۾ ڪيس جي ڪارروائي يڪطرفي طور تي ڪئي ويندي. حڪم سان جاري ڪيل عدالت جي مهر ۽ دستخط سان. عدالت ۾ جناب سول جج صاحب جي ڪورٽ ۾ ڪيس نمبر 2026 مدعي بنام مدعا عليهه، توهان کي اطلاع ڏنو وڃي ٿو ته مقرر تاريخ تي عدالت ۾ حاضر ٿيو، ٻي صورت ۾ ڪيس جي ڪارروائي يڪطرفي طور تي ڪئي ويندي. حڪم سان جاري ڪيل عدالت جي مهر ۽ دستخط سان. عدالت ۾ جناب سول جج صاحب جي ڪورٽ ۾ ڪيس نمبر 2026 مدعي بنام مدعا عليهه، توهان کي اطلاع ڏنو وڃي ٿو ته مقرر تاريخ تي عدالت ۾ حاضر ٿيو، ٻي صورت ۾ ڪيس جي ڪارروائي يڪطرفي طور تي ڪئي ويندي. حڪم سان جاري ڪيل عدالت جي مهر ۽ دستخط سان. عدالت ۾ جناب سول جج صاحب جي ڪورٽ ۾ ڪيس نمبر 2026 مدعي بنام مدعا عليهه، توهان کي اطلاع ڏنو وڃي ٿو ته مقرر تاريخ تي عدالت ۾ حاضر ٿيو، ٻي صورت ۾ ڪيس جي ڪارروائي يڪطرفي طور تي ڪئي ويندي. حڪم سان جاري ڪيل عدالت جي مهر ۽ دستخط سان.: [643, 1300, 732, 1652]
- notice-separator: [549, 2260, 639, 2261]
- notice-text: عدالت ۾ جناب سول جج صاحب جي ڪورٽ ۾ ڪيس نمبر 2026 مدعي بنام مدعا عليهه، توهان کي اطلاع ڏنو وڃي ٿو ته مقرر تاريخ تي عدالت ۾ حاضر ٿيو، ٻي صورت ۾ ڪيس جي ڪارروائي يڪطرفي طور تي ڪئي ويندي. حڪم سان جاري ڪيل عدالت جي مهر ۽ دستخط سان. عدالت ۾ جناب سول جج صاحب جي ڪورٽ ۾ ڪيس نمبر 2026 مدعي بنام مدعا عليهه، توهان کي اطلاع ڏنو وڃي ٿو ته مقرر تاريخ تي عدالت ۾ حاضر ٿيو، ٻي صورت ۾ ڪيس جي ڪارروائي يڪطرفي طور تي ڪئي ويندي. حڪم سان جاري ڪيل عدالت جي مهر ۽ دستخط سان. عدالت ۾ جناب سول جج صاحب جي ڪورٽ ۾ ڪيس نمبر 2026 مدعي بنام مدعا عليهه، توهان کي اطلاع ڏنو وڃي ٿو ته مقرر تاريخ تي عدالت ۾ حاضر ٿيو، ٻي صورت ۾ ڪيس جي ڪارروائي يڪطرفي طور تي ڪئي ويندي. حڪم سان جاري ڪيل عدالت جي مهر ۽ دستخط سان. عدالت ۾ جناب سول جج صاحب جي ڪورٽ ۾ ڪيس نمبر 2026 مدعي بنام مدعا عليهه، توهان کي اطلاع ڏنو وڃي ٿو ته مقرر تاريخ تي عدالت ۾ حاضر ٿيو، ٻي صورت ۾ ڪيس جي ڪارروائي يڪطرفي طور تي ڪئي ويندي. حڪم سان جاري ڪيل عدالت جي مهر ۽ دستخط سان.: [269, 906, 358, 1258]
- notice-text: عدالت ۾ جناب سول جج صاحب جي ڪورٽ ۾ ڪيس نمبر 2026 مدعي بنام مدعا عليهه، توهان کي اطلاع ڏنو وڃي ٿو ته مقرر تاريخ تي عدالت ۾ حاضر ٿيو، ٻي صورت ۾ ڪيس جي ڪارروائي يڪطرفي طور تي ڪئي ويندي. حڪم سان جاري ڪيل عدالت جي مهر ۽ دستخط سان. عدالت ۾ جناب سول جج صاحب جي ڪورٽ ۾ ڪيس نمبر 2026 مدعي بنام مدعا عليهه، توهان کي اطلاع ڏنو وڃي ٿو ته مقرر تاريخ تي عدالت ۾ حاضر ٿيو، ٻي صورت ۾ ڪيس جي ڪارروائي يڪطرفي طور تي ڪئي ويندي. حڪم سان جاري ڪيل عدالت جي مهر ۽ دستخط سان. عدالت ۾ جناب سول جج صاحب جي ڪورٽ ۾ ڪيس نمبر 2026 مدعي بنام مدعا عليهه، توهان کي اطلاع ڏنو وڃي ٿو ته مقرر تاريخ تي عدالت ۾ حاضر ٿيو، ٻي صورت ۾ ڪيس جي ڪارروائي يڪطرفي طور تي ڪئي ويندي. حڪم سان جاري ڪيل عدالت جي مهر ۽ دستخط سان. عدالت ۾ جناب سول جج صاحب جي ڪورٽ ۾ ڪيس نمبر 2026 مدعي بنام مدعا عليهه، توهان کي اطلاع ڏنو وڃي ٿو ته مقرر تاريخ تي عدالت ۾ حاضر ٿيو، ٻي صورت ۾ ڪيس جي ڪارروائي يڪطرفي طور تي ڪئي ويندي. حڪم سان جاري ڪيل عدالت جي مهر ۽ دستخط سان.: [740, 2242, 835, 2554]
- notice-title: ڪورٽ نوٽيس: [364, 96, 456, 114]
- notice-code: 49188: [740, 1493, 764, 1501]
- notice-separator: [459, 959, 549, 960]
- notice-code: 49171: [553, 1377, 576, 1386]
- classified-column: [639, 92, 736, 2576]
- notice-text: عدالت ۾ جناب سول جج صاحب جي ڪورٽ ۾ ڪيس نمبر 2026 مدعي بنام مدعا عليهه، توهان کي اطلاع ڏنو وڃي ٿو ته مقرر تاريخ تي عدالت ۾ حاضر ٿيو، ٻي صورت ۾ ڪيس جي ڪارروائي يڪطرفي طور تي ڪئي ويندي. حڪم سان جاري ڪيل عدالت جي مهر ۽ دستخط سان. عدالت ۾ جناب سول جج صاحب جي ڪورٽ ۾ ڪيس نمبر 2026 مدعي بنام مدعا عليهه، توهان کي اطلاع ڏنو وڃي ٿو ته مقرر تاريخ تي عدالت ۾ حاضر ٿيو، ٻي صورت ۾ ڪيس جي ڪارروائي يڪطرفي طور تي ڪئي ويندي. حڪم سان جاري ڪيل عدالت جي مهر ۽ دستخط سان. عدالت ۾ جناب سول جج صاحب جي ڪورٽ ۾ ڪيس نمبر 2026 مدعي بنام مدعا عليهه، توهان کي اطلاع ڏنو وڃي ٿو ته مقرر تاريخ تي عدالت ۾ حاضر ٿيو، ٻي صورت ۾ ڪيس جي ڪارروائي يڪطرفي طور تي ڪئي ويندي. حڪم سان جاري ڪيل عدالت جي مهر ۽ دستخط سان. عدالت ۾ جناب سول جج صاحب جي ڪورٽ ۾ ڪيس نمبر 2026 مدعي بنام مدعا عليهه، توهان کي اطلاع ڏنو وڃي ٿو ته مقرر تاريخ تي عدالت ۾ حاضر ٿيو، ٻي صورت ۾ ڪيس جي ڪارروائي يڪطرفي طور تي ڪئي ويندي. حڪم سان جاري ڪيل عدالت جي مهر ۽ دستخط سان.: [553, 117, 636, 508]
- notice-separator: [169, 1275, 265, 1276]
- notice-box: [265, 885, 361, 1276]
- notice-title: ڪورٽ نوٽيس: [552, 530, 637, 548]
- notice-code: 49161: [740, 1847, 764, 1856]
- notice-box: [640, 491, 736, 882]
- notice-box: [736, 1513, 839, 1863]
- headline-1-sub: سنڌ انفارمي جو ڏهاڙي جو ٺاهيل مسودو، سهري ۾ ڏيڻ خلاف احتجاج: [190, 56, 453, 65]
- notice-box: [362, 1280, 458, 1671]
- notice-text: عدالت ۾ جناب سول جج صاحب جي ڪورٽ ۾ ڪيس نمبر 2026 مدعي بنام مدعا عليهه، توهان کي اطلاع ڏنو وڃي ٿو ته مقرر تاريخ تي عدالت ۾ حاضر ٿيو، ٻي صورت ۾ ڪيس جي ڪارروائي يڪطرفي طور تي ڪئي ويندي. حڪم سان جاري ڪيل عدالت جي مهر ۽ دستخط سان. عدالت ۾ جناب سول جج صاحب جي ڪورٽ ۾ ڪيس نمبر 2026 مدعي بنام مدعا عليهه، توهان کي اطلاع ڏنو وڃي ٿو ته مقرر تاريخ تي عدالت ۾ حاضر ٿيو، ٻي صورت ۾ ڪيس جي ڪارروائي يڪطرفي طور تي ڪئي ويندي. حڪم سان جاري ڪيل عدالت جي مهر ۽ دستخط سان. عدالت ۾ جناب سول جج صاحب جي ڪورٽ ۾ ڪيس نمبر 2026 مدعي بنام مدعا عليهه، توهان کي اطلاع ڏنو وڃي ٿو ته مقرر تاريخ تي عدالت ۾ حاضر ٿيو، ٻي صورت ۾ ڪيس جي ڪارروائي يڪطرفي طور تي ڪئي ويندي. حڪم سان جاري ڪيل عدالت جي مهر ۽ دستخط سان. عدالت ۾ جناب سول جج صاحب جي ڪورٽ ۾ ڪيس نمبر 2026 مدعي بنام مدعا عليهه، توهان کي اطلاع ڏنو وڃي ٿو ته مقرر تاريخ تي عدالت ۾ حاضر ٿيو، ٻي صورت ۾ ڪيس جي ڪارروائي يڪطرفي طور تي ڪئي ويندي. حڪم سان جاري ڪيل عدالت جي مهر ۽ دستخط سان.: [553, 551, 636, 942]
- notice-code: 49167: [172, 866, 196, 874]
- notice-text: عدالت ۾ جناب سول جج صاحب جي ڪورٽ ۾ ڪيس نمبر 2026 مدعي بنام مدعا عليهه، توهان کي اطلاع ڏنو وڃي ٿو ته مقرر تاريخ تي عدالت ۾ حاضر ٿيو، ٻي صورت ۾ ڪيس جي ڪارروائي يڪطرفي طور تي ڪئي ويندي. حڪم سان جاري ڪيل عدالت جي مهر ۽ دستخط سان. عدالت ۾ جناب سول جج صاحب جي ڪورٽ ۾ ڪيس نمبر 2026 مدعي بنام مدعا عليهه، توهان کي اطلاع ڏنو وڃي ٿو ته مقرر تاريخ تي عدالت ۾ حاضر ٿيو، ٻي صورت ۾ ڪيس جي ڪارروائي يڪطرفي طور تي ڪئي ويندي. حڪم سان جاري ڪيل عدالت جي مهر ۽ دستخط سان. عدالت ۾ جناب سول جج صاحب جي ڪورٽ ۾ ڪيس نمبر 2026 مدعي بنام مدعا عليهه، توهان کي اطلاع ڏنو وڃي ٿو ته مقرر تاريخ تي عدالت ۾ حاضر ٿيو، ٻي صورت ۾ ڪيس جي ڪارروائي يڪطرفي طور تي ڪئي ويندي. حڪم سان جاري ڪيل عدالت جي مهر ۽ دستخط سان. عدالت ۾ جناب سول جج صاحب جي ڪورٽ ۾ ڪيس نمبر 2026 مدعي بنام مدعا عليهه، توهان کي اطلاع ڏنو وڃي ٿو ته مقرر تاريخ تي عدالت ۾ حاضر ٿيو، ٻي صورت ۾ ڪيس جي ڪارروائي يڪطرفي طور تي ڪئي ويندي. حڪم سان جاري ڪيل عدالت جي مهر ۽ دستخط سان.: [269, 511, 358, 863]
- notice-title: ڪورٽ نوٽيس: [268, 885, 359, 902]
- page-masthead: روزانہ عوامی آواز (5) آچر 16 آگسٽ 2026 ع: [0, 0, 844, 29]
- notice-box: [736, 96, 839, 447]
- notice-code: 49160: [643, 1654, 667, 1663]
- notice-code: 49191: [172, 471, 196, 479]
- notice-code: 49164: [740, 2556, 764, 2565]
- notice-code: 49180: [553, 944, 576, 953]
- notice-code: 49159: [172, 2048, 196, 2057]
- notice-text: عدالت ۾ جناب سول جج صاحب جي ڪورٽ ۾ ڪيس نمبر 2026 مدعي بنام مدعا عليهه، توهان کي اطلاع ڏنو وڃي ٿو ته مقرر تاريخ تي عدالت ۾ حاضر ٿيو، ٻي صورت ۾ ڪيس جي ڪارروائي يڪطرفي طور تي ڪئي ويندي. حڪم سان جاري ڪيل عدالت جي مهر ۽ دستخط سان. عدالت ۾ جناب سول جج صاحب جي ڪورٽ ۾ ڪيس نمبر 2026 مدعي بنام مدعا عليهه، توهان کي اطلاع ڏنو وڃي ٿو ته مقرر تاريخ تي عدالت ۾ حاضر ٿيو، ٻي صورت ۾ ڪيس جي ڪارروائي يڪطرفي طور تي ڪئي ويندي. حڪم سان جاري ڪيل عدالت جي مهر ۽ دستخط سان. عدالت ۾ جناب سول جج صاحب جي ڪورٽ ۾ ڪيس نمبر 2026 مدعي بنام مدعا عليهه، توهان کي اطلاع ڏنو وڃي ٿو ته مقرر تاريخ تي عدالت ۾ حاضر ٿيو، ٻي صورت ۾ ڪيس جي ڪارروائي يڪطرفي طور تي ڪئي ويندي. حڪم سان جاري ڪيل عدالت جي مهر ۽ دستخط سان. عدالت ۾ جناب سول جج صاحب جي ڪورٽ ۾ ڪيس نمبر 2026 مدعي بنام مدعا عليهه، توهان کي اطلاع ڏنو وڃي ٿو ته مقرر تاريخ تي عدالت ۾ حاضر ٿيو، ٻي صورت ۾ ڪيس جي ڪارروائي يڪطرفي طور تي ڪئي ويندي. حڪم سان جاري ڪيل عدالت جي مهر ۽ دستخط سان.: [643, 511, 732, 863]
- classified-column: [5, 92, 168, 2576]
- notice-box: [459, 530, 549, 960]
- notice-box: [549, 1831, 639, 2262]
- classified-column: [265, 92, 361, 2576]
- notice-title: ڪورٽ نوٽيس: [171, 491, 262, 508]
- notice-title: ڪورٽ نوٽيس: [268, 96, 359, 114]
- notice-box: [169, 1280, 265, 1671]
- notice-box: [549, 1397, 639, 1828]
- notice-code: 49154: [172, 1654, 196, 1663]
- notice-box: [640, 96, 736, 487]
- notice-code: 49175: [462, 510, 486, 519]
- notice-separator: [549, 959, 639, 960]
- notice-title: ڪورٽ نوٽيس: [268, 1280, 359, 1297]
- notice-box: [549, 96, 639, 526]
- notice-title: ڪورٽ نوٽيس: [552, 963, 637, 981]
- notice-text: عدالت ۾ جناب سول جج صاحب جي ڪورٽ ۾ ڪيس نمبر 2026 مدعي بنام مدعا عليهه، توهان کي اطلاع ڏنو وڃي ٿو ته مقرر تاريخ تي عدالت ۾ حاضر ٿيو، ٻي صورت ۾ ڪيس جي ڪارروائي يڪطرفي طور تي ڪئي ويندي. حڪم سان جاري ڪيل عدالت جي مهر ۽ دستخط سان. عدالت ۾ جناب سول جج صاحب جي ڪورٽ ۾ ڪيس نمبر 2026 مدعي بنام مدعا عليهه، توهان کي اطلاع ڏنو وڃي ٿو ته مقرر تاريخ تي عدالت ۾ حاضر ٿيو، ٻي صورت ۾ ڪيس جي ڪارروائي يڪطرفي طور تي ڪئي ويندي. حڪم سان جاري ڪيل عدالت جي مهر ۽ دستخط سان. عدالت ۾ جناب سول جج صاحب جي ڪورٽ ۾ ڪيس نمبر 2026 مدعي بنام مدعا عليهه، توهان کي اطلاع ڏنو وڃي ٿو ته مقرر تاريخ تي عدالت ۾ حاضر ٿيو، ٻي صورت ۾ ڪيس جي ڪارروائي يڪطرفي طور تي ڪئي ويندي. حڪم سان جاري ڪيل عدالت جي مهر ۽ دستخط سان. عدالت ۾ جناب سول جج صاحب جي ڪورٽ ۾ ڪيس نمبر 2026 مدعي بنام مدعا عليهه، توهان کي اطلاع ڏنو وڃي ٿو ته مقرر تاريخ تي عدالت ۾ حاضر ٿيو، ٻي صورت ۾ ڪيس جي ڪارروائي يڪطرفي طور تي ڪئي ويندي. حڪم سان جاري ڪيل عدالت جي مهر ۽ دستخط سان.: [740, 825, 835, 1138]
- notice-box: [265, 96, 361, 487]
- notice-code: 49194: [366, 471, 389, 479]
- classified-grid: [5, 31, 839, 2565]
- classified-column: [458, 92, 549, 2576]
- notice-box: [736, 2221, 839, 2572]
- classified-column: [168, 92, 265, 2576]
- notice-text: عدالت ۾ جناب سول جج صاحب جي ڪورٽ ۾ ڪيس نمبر 2026 مدعي بنام مدعا عليهه، توهان کي اطلاع ڏنو وڃي ٿو ته مقرر تاريخ تي عدالت ۾ حاضر ٿيو، ٻي صورت ۾ ڪيس جي ڪارروائي يڪطرفي طور تي ڪئي ويندي. حڪم سان جاري ڪيل عدالت جي مهر ۽ دستخط سان. عدالت ۾ جناب سول جج صاحب جي ڪورٽ ۾ ڪيس نمبر 2026 مدعي بنام مدعا عليهه، توهان کي اطلاع ڏنو وڃي ٿو ته مقرر تاريخ تي عدالت ۾ حاضر ٿيو، ٻي صورت ۾ ڪيس جي ڪارروائي يڪطرفي طور تي ڪئي ويندي. حڪم سان جاري ڪيل عدالت جي مهر ۽ دستخط سان. عدالت ۾ جناب سول جج صاحب جي ڪورٽ ۾ ڪيس نمبر 2026 مدعي بنام مدعا عليهه، توهان کي اطلاع ڏنو وڃي ٿو ته مقرر تاريخ تي عدالت ۾ حاضر ٿيو، ٻي صورت ۾ ڪيس جي ڪارروائي يڪطرفي طور تي ڪئي ويندي. حڪم سان جاري ڪيل عدالت جي مهر ۽ دستخط سان. عدالت ۾ جناب سول جج صاحب جي ڪورٽ ۾ ڪيس نمبر 2026 مدعي بنام مدعا عليهه، توهان کي اطلاع ڏنو وڃي ٿو ته مقرر تاريخ تي عدالت ۾ حاضر ٿيو، ٻي صورت ۾ ڪيس جي ڪارروائي يڪطرفي طور تي ڪئي ويندي. حڪم سان جاري ڪيل عدالت جي مهر ۽ دستخط سان.: [553, 1852, 636, 2243]
- brand-block: [736, 32, 839, 92]
- notice-separator: [362, 1275, 458, 1276]
- brand-subname: اشتهار: [768, 57, 807, 75]
- headline-1: دادو ۾ بھاولپوروارسن جو مظاهرو، سھري ۾ ڏيڻ خلاف احتجاج: [10, 36, 453, 53]
- classified-column: [361, 92, 458, 2576]
- notice-box: [362, 885, 458, 1276]
- notice-title: ڪورٽ نوٽيس: [268, 491, 359, 508]
- notice-title: ڪورٽ نوٽيس: [171, 885, 262, 902]
- notice-code: 49187: [740, 430, 764, 439]
- notice-code: 49183: [740, 785, 764, 792]
- notice-text: عدالت ۾ جناب سول جج صاحب جي ڪورٽ ۾ ڪيس نمبر 2026 مدعي بنام مدعا عليهه، توهان کي اطلاع ڏنو وڃي ٿو ته مقرر تاريخ تي عدالت ۾ حاضر ٿيو، ٻي صورت ۾ ڪيس جي ڪارروائي يڪطرفي طور تي ڪئي ويندي. حڪم سان جاري ڪيل عدالت جي مهر ۽ دستخط سان. عدالت ۾ جناب سول جج صاحب جي ڪورٽ ۾ ڪيس نمبر 2026 مدعي بنام مدعا عليهه، توهان کي اطلاع ڏنو وڃي ٿو ته مقرر تاريخ تي عدالت ۾ حاضر ٿيو، ٻي صورت ۾ ڪيس جي ڪارروائي يڪطرفي طور تي ڪئي ويندي. حڪم سان جاري ڪيل عدالت جي مهر ۽ دستخط سان. عدالت ۾ جناب سول جج صاحب جي ڪورٽ ۾ ڪيس نمبر 2026 مدعي بنام مدعا عليهه، توهان کي اطلاع ڏنو وڃي ٿو ته مقرر تاريخ تي عدالت ۾ حاضر ٿيو، ٻي صورت ۾ ڪيس جي ڪارروائي يڪطرفي طور تي ڪئي ويندي. حڪم سان جاري ڪيل عدالت جي مهر ۽ دستخط سان. عدالت ۾ جناب سول جج صاحب جي ڪورٽ ۾ ڪيس نمبر 2026 مدعي بنام مدعا عليهه، توهان کي اطلاع ڏنو وڃي ٿو ته مقرر تاريخ تي عدالت ۾ حاضر ٿيو، ٻي صورت ۾ ڪيس جي ڪارروائي يڪطرفي طور تي ڪئي ويندي. حڪم سان جاري ڪيل عدالت جي مهر ۽ دستخط سان.: [740, 1179, 835, 1491]
- notice-title: ڪورٽ نوٽيس: [642, 491, 733, 508]
- notice-box: [736, 450, 839, 801]
- notice-separator: [640, 2064, 736, 2065]
- notice-code: 49150: [553, 2245, 576, 2254]
- notice-text: عدالت ۾ جناب سول جج صاحب جي ڪورٽ ۾ ڪيس نمبر 2026 مدعي بنام مدعا عليهه، توهان کي اطلاع ڏنو وڃي ٿو ته مقرر تاريخ تي عدالت ۾ حاضر ٿيو، ٻي صورت ۾ ڪيس جي ڪارروائي يڪطرفي طور تي ڪئي ويندي. حڪم سان جاري ڪيل عدالت جي مهر ۽ دستخط سان. عدالت ۾ جناب سول جج صاحب جي ڪورٽ ۾ ڪيس نمبر 2026 مدعي بنام مدعا عليهه، توهان کي اطلاع ڏنو وڃي ٿو ته مقرر تاريخ تي عدالت ۾ حاضر ٿيو، ٻي صورت ۾ ڪيس جي ڪارروائي يڪطرفي طور تي ڪئي ويندي. حڪم سان جاري ڪيل عدالت جي مهر ۽ دستخط سان. عدالت ۾ جناب سول جج صاحب جي ڪورٽ ۾ ڪيس نمبر 2026 مدعي بنام مدعا عليهه، توهان کي اطلاع ڏنو وڃي ٿو ته مقرر تاريخ تي عدالت ۾ حاضر ٿيو، ٻي صورت ۾ ڪيس جي ڪارروائي يڪطرفي طور تي ڪئي ويندي. حڪم سان جاري ڪيل عدالت جي مهر ۽ دستخط سان. عدالت ۾ جناب سول جج صاحب جي ڪورٽ ۾ ڪيس نمبر 2026 مدعي بنام مدعا عليهه، توهان کي اطلاع ڏنو وڃي ٿو ته مقرر تاريخ تي عدالت ۾ حاضر ٿيو، ٻي صورت ۾ ڪيس جي ڪارروائي يڪطرفي طور تي ڪئي ويندي. حڪم سان جاري ڪيل عدالت جي مهر ۽ دستخط سان.: [366, 117, 454, 469]
